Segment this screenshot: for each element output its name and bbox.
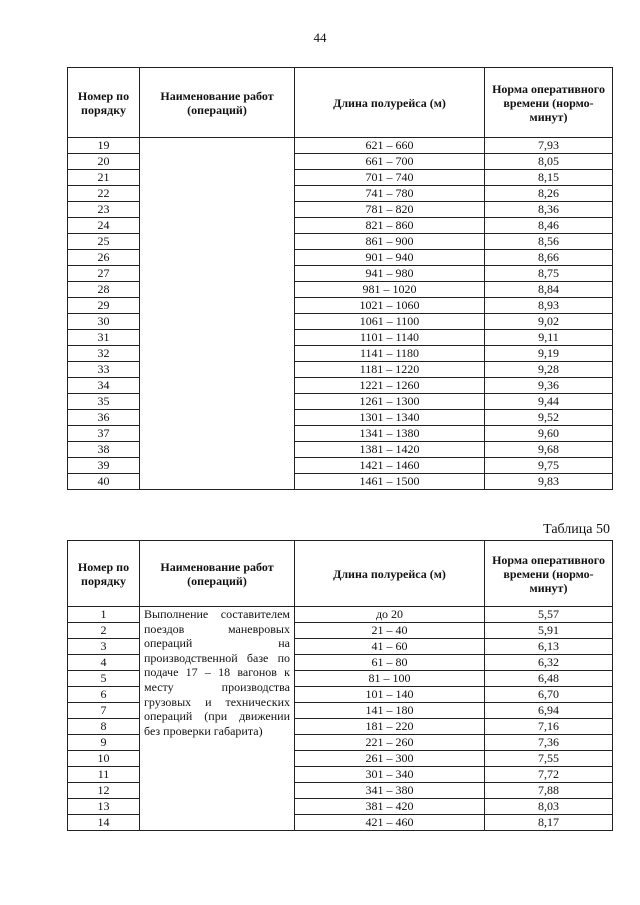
time-norm: 5,57 [485,607,613,623]
time-norm: 8,05 [485,154,613,170]
time-norm: 8,84 [485,282,613,298]
time-norm: 9,68 [485,442,613,458]
time-norm: 6,32 [485,655,613,671]
row-number: 21 [68,170,140,186]
run-length: 381 – 420 [295,799,485,815]
row-number: 20 [68,154,140,170]
table-body [68,607,613,831]
row-number: 14 [68,815,140,831]
time-norm: 8,03 [485,799,613,815]
time-norm: 9,83 [485,474,613,490]
operation-description: Выполнение составителем поездов маневровых операций на производственной базе по подаче 17 – 18 вагонов к месту производства грузовых и технических операций (при движении без проверки габарита) [140,607,295,831]
run-length: 1261 – 1300 [295,394,485,410]
time-norm: 8,15 [485,170,613,186]
row-number: 22 [68,186,140,202]
run-length: 181 – 220 [295,719,485,735]
row-number: 28 [68,282,140,298]
row-number: 24 [68,218,140,234]
time-norm: 8,56 [485,234,613,250]
run-length: 1181 – 1220 [295,362,485,378]
row-number: 23 [68,202,140,218]
time-norm: 6,48 [485,671,613,687]
norms-table-continued [67,67,613,490]
time-norm: 8,26 [485,186,613,202]
time-norm: 8,46 [485,218,613,234]
time-norm: 7,55 [485,751,613,767]
time-norm: 7,36 [485,735,613,751]
run-length: 861 – 900 [295,234,485,250]
row-number: 26 [68,250,140,266]
time-norm: 9,11 [485,330,613,346]
header-length: Длина полурейса (м) [295,541,485,607]
table-row [68,607,613,623]
time-norm: 9,36 [485,378,613,394]
header-operation: Наименование работ (операций) [140,541,295,607]
row-number: 32 [68,346,140,362]
time-norm: 6,94 [485,703,613,719]
time-norm: 9,60 [485,426,613,442]
table-body [68,138,613,490]
run-length: 141 – 180 [295,703,485,719]
row-number: 4 [68,655,140,671]
table-caption: Таблица 50 [543,522,610,537]
row-number: 5 [68,671,140,687]
header-number: Номер по порядку [68,68,140,138]
time-norm: 8,17 [485,815,613,831]
page-number: 44 [313,30,327,45]
time-norm: 7,88 [485,783,613,799]
time-norm: 7,16 [485,719,613,735]
run-length: 1421 – 1460 [295,458,485,474]
row-number: 19 [68,138,140,154]
row-number: 2 [68,623,140,639]
run-length: 1221 – 1260 [295,378,485,394]
run-length: 901 – 940 [295,250,485,266]
run-length: 1301 – 1340 [295,410,485,426]
run-length: 621 – 660 [295,138,485,154]
run-length: 81 – 100 [295,671,485,687]
header-length: Длина полурейса (м) [295,68,485,138]
time-norm: 6,70 [485,687,613,703]
table-header [68,68,613,138]
run-length: 1061 – 1100 [295,314,485,330]
row-number: 6 [68,687,140,703]
time-norm: 9,52 [485,410,613,426]
run-length: 341 – 380 [295,783,485,799]
row-number: 37 [68,426,140,442]
time-norm: 9,02 [485,314,613,330]
row-number: 7 [68,703,140,719]
row-number: 12 [68,783,140,799]
run-length: 421 – 460 [295,815,485,831]
time-norm: 9,75 [485,458,613,474]
table-row [68,138,613,154]
run-length: 741 – 780 [295,186,485,202]
run-length: 301 – 340 [295,767,485,783]
run-length: 41 – 60 [295,639,485,655]
run-length: 101 – 140 [295,687,485,703]
row-number: 36 [68,410,140,426]
row-number: 3 [68,639,140,655]
row-number: 39 [68,458,140,474]
run-length: 1101 – 1140 [295,330,485,346]
row-number: 33 [68,362,140,378]
row-number: 1 [68,607,140,623]
time-norm: 9,19 [485,346,613,362]
run-length: 221 – 260 [295,735,485,751]
time-norm: 5,91 [485,623,613,639]
header-norm: Норма оперативного времени (нормо-минут) [485,541,613,607]
run-length: 1021 – 1060 [295,298,485,314]
time-norm: 9,44 [485,394,613,410]
run-length: 701 – 740 [295,170,485,186]
row-number: 27 [68,266,140,282]
run-length: 941 – 980 [295,266,485,282]
run-length: 821 – 860 [295,218,485,234]
row-number: 34 [68,378,140,394]
run-length: 61 – 80 [295,655,485,671]
row-number: 11 [68,767,140,783]
time-norm: 9,28 [485,362,613,378]
row-number: 8 [68,719,140,735]
time-norm: 8,93 [485,298,613,314]
row-number: 13 [68,799,140,815]
run-length: 1341 – 1380 [295,426,485,442]
time-norm: 6,13 [485,639,613,655]
run-length: 1141 – 1180 [295,346,485,362]
row-number: 40 [68,474,140,490]
norms-table-50 [67,540,613,831]
row-number: 35 [68,394,140,410]
row-number: 38 [68,442,140,458]
row-number: 31 [68,330,140,346]
row-number: 10 [68,751,140,767]
time-norm: 8,66 [485,250,613,266]
table-header [68,541,613,607]
run-length: 781 – 820 [295,202,485,218]
row-number: 30 [68,314,140,330]
run-length: 981 – 1020 [295,282,485,298]
run-length: 661 – 700 [295,154,485,170]
run-length: 1461 – 1500 [295,474,485,490]
header-number: Номер по порядку [68,541,140,607]
run-length: 261 – 300 [295,751,485,767]
time-norm: 7,93 [485,138,613,154]
run-length: 21 – 40 [295,623,485,639]
header-operation: Наименование работ (операций) [140,68,295,138]
row-number: 25 [68,234,140,250]
header-norm: Норма оперативного времени (нормо-минут) [485,68,613,138]
row-number: 29 [68,298,140,314]
run-length: 1381 – 1420 [295,442,485,458]
time-norm: 7,72 [485,767,613,783]
time-norm: 8,36 [485,202,613,218]
operation-description [140,138,295,490]
row-number: 9 [68,735,140,751]
run-length: до 20 [295,607,485,623]
time-norm: 8,75 [485,266,613,282]
